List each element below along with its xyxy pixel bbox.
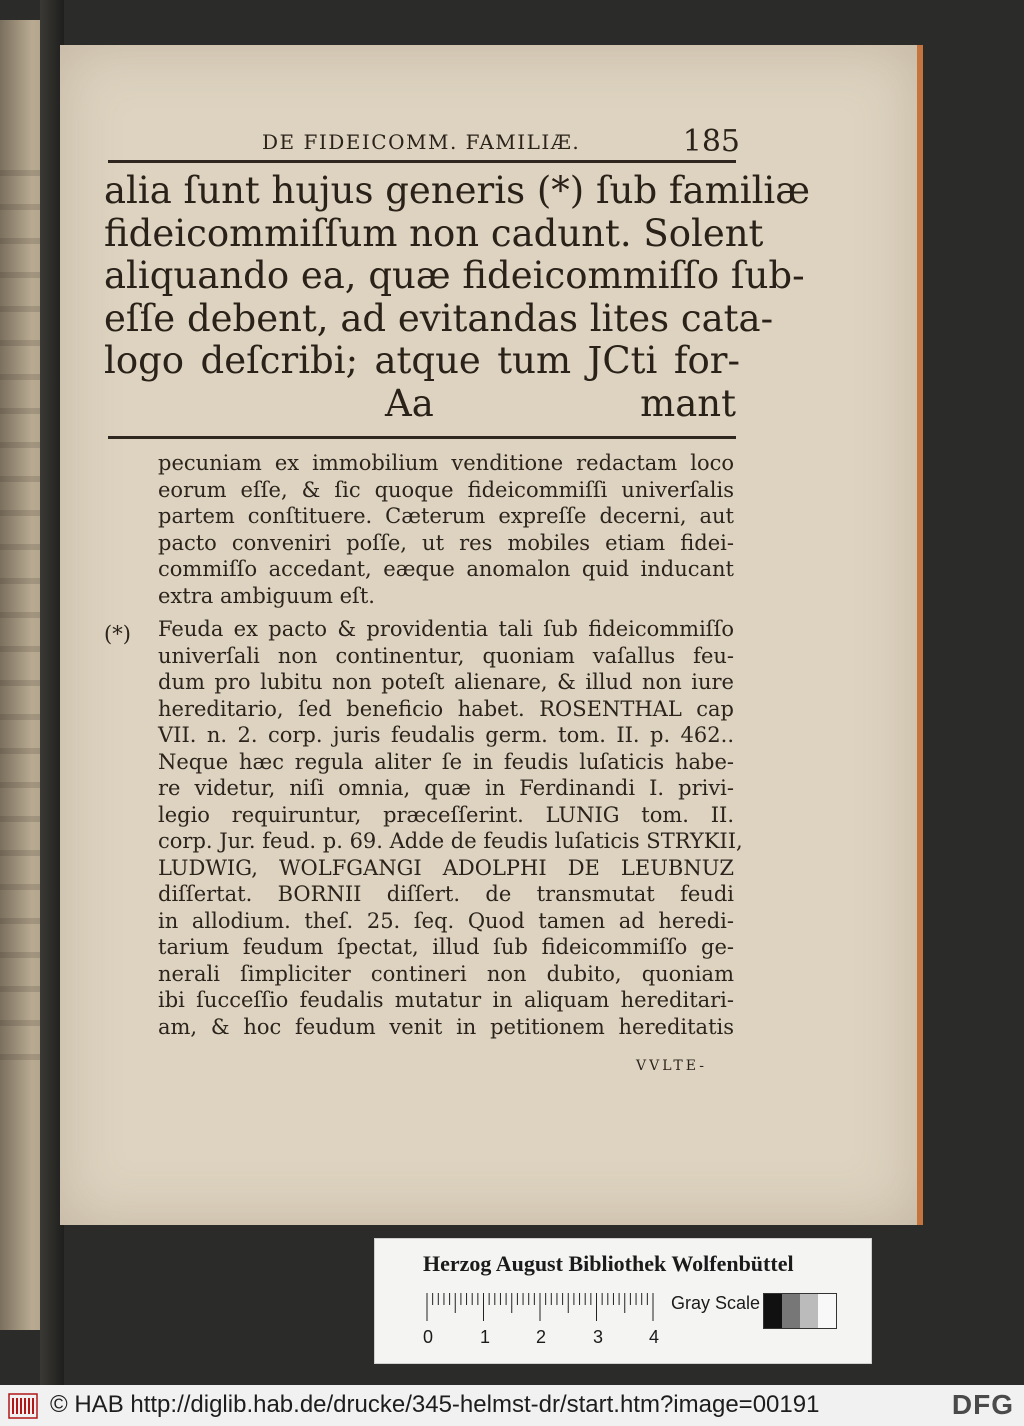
ruler-label: 1 bbox=[480, 1327, 491, 1347]
footnote-rule bbox=[108, 436, 736, 439]
footnote-line: tarium feudum ſpectat, illud ſub fideicommiſſo ge- bbox=[158, 935, 734, 959]
grayscale-swatches bbox=[763, 1293, 837, 1329]
signature-mark: Aa bbox=[385, 382, 434, 425]
footnote-line: pecuniam ex immobilium venditione redactam loco bbox=[158, 451, 734, 475]
main-text-line: aliquando ea, quæ fideicommiſſo ſub- bbox=[104, 254, 805, 297]
gray-swatch bbox=[818, 1294, 836, 1328]
signature-row bbox=[104, 382, 740, 426]
main-text-line: eſſe debent, ad evitandas lites cata- bbox=[104, 296, 774, 340]
footnote-line: extra ambiguum eſt. bbox=[158, 583, 375, 608]
catchword: mant bbox=[640, 382, 736, 425]
footnote-line: commiſſo accedant, eæque anomalon quid inducant bbox=[158, 557, 734, 581]
running-title: DE FIDEICOMM. FAMILIÆ. bbox=[262, 130, 581, 154]
footnote-line: eorum eſſe, & ſic quoque fideicommiſſi univerſalis bbox=[158, 477, 734, 502]
footnote-line: partem conſtituere. Cæterum expreſſe decerni, aut bbox=[158, 504, 734, 528]
gray-swatch bbox=[764, 1294, 782, 1328]
footnote-line: VII. n. 2. corp. juris feudalis germ. tom. II. p. 462.. bbox=[158, 723, 734, 747]
credit-bar bbox=[0, 1385, 1024, 1426]
footnote-line: dum pro lubitu non poteſt alienare, & illud non iure bbox=[158, 670, 734, 694]
source-link[interactable]: © HAB http://diglib.hab.de/drucke/345-helmst-dr/start.htm?image=00191 bbox=[50, 1391, 820, 1418]
footnote-line: pacto conveniri poſſe, ut res mobiles etiam fidei- bbox=[158, 530, 734, 555]
footnote-line: Feuda ex pacto & providentia tali ſub fideicommiſſo bbox=[158, 617, 734, 641]
library-name: Herzog August Bibliothek Wolfenbüttel bbox=[423, 1251, 794, 1276]
library-color-card bbox=[374, 1238, 872, 1364]
footnote-line: in allodium. theſ. 25. ſeq. Quod tamen ad heredi- bbox=[158, 908, 734, 933]
footnote-line: ibi ſucceſſio feudalis mutatur in aliquam hereditari- bbox=[158, 988, 734, 1012]
footer-catchword: VVLTE- bbox=[636, 1058, 707, 1074]
main-text-line: alia ſunt hujus generis (*) ſub familiæ bbox=[104, 169, 811, 212]
footnote-line: am, & hoc feudum venit in petitionem hereditatis bbox=[158, 1014, 734, 1039]
gray-swatch bbox=[800, 1294, 818, 1328]
grayscale-label: Gray Scale bbox=[671, 1293, 761, 1313]
header-rule bbox=[108, 160, 736, 163]
footnote-line: diſſertat. BORNII diſſert. de transmutat feudi bbox=[158, 882, 734, 906]
hab-logo-icon bbox=[8, 1393, 38, 1419]
ruler-label: 3 bbox=[593, 1327, 604, 1347]
footnote-line: LUDWIG, WOLFGANGI ADOLPHI DE LEUBNUZ bbox=[158, 855, 734, 880]
ruler-label: 4 bbox=[649, 1327, 660, 1347]
main-text-block bbox=[104, 169, 811, 383]
footnote-block bbox=[158, 616, 743, 1040]
footnote-continuation bbox=[158, 450, 734, 609]
footnote-marker: (*) bbox=[104, 622, 131, 646]
main-text-line: logo deſcribi; atque tum JCti for- bbox=[104, 339, 740, 382]
footnote-line: nerali ſimpliciter contineri non dubito, quoniam bbox=[158, 961, 734, 986]
page-header bbox=[262, 124, 740, 160]
page-number: 185 bbox=[682, 124, 740, 159]
previous-page-text-bleed bbox=[0, 170, 40, 1070]
ruler-scale bbox=[425, 1293, 665, 1323]
ruler-label: 0 bbox=[423, 1327, 434, 1347]
gray-swatch bbox=[782, 1294, 800, 1328]
footnote-line: hereditario, ſed beneficio habet. ROSENTHAL cap bbox=[158, 696, 734, 721]
footnote-line: legio requiruntur, præceſſerint. LUNIG tom. II. bbox=[158, 802, 734, 827]
footnote-line: corp. Jur. feud. p. 69. Adde de feudis luſaticis STRYKII, bbox=[158, 829, 743, 853]
dfg-logo: DFG bbox=[951, 1389, 1014, 1420]
footnote-line: re videtur, niſi omnia, quæ in Ferdinandi I. privi- bbox=[158, 776, 734, 800]
footnote-line: Neque hæc regula aliter ſe in feudis luſaticis habe- bbox=[158, 749, 734, 774]
ruler-label: 2 bbox=[536, 1327, 547, 1347]
main-text-line: fideicommiſſum non cadunt. Solent bbox=[104, 211, 764, 255]
footnote-line: univerſali non continentur, quoniam vaſallus feu- bbox=[158, 643, 734, 668]
